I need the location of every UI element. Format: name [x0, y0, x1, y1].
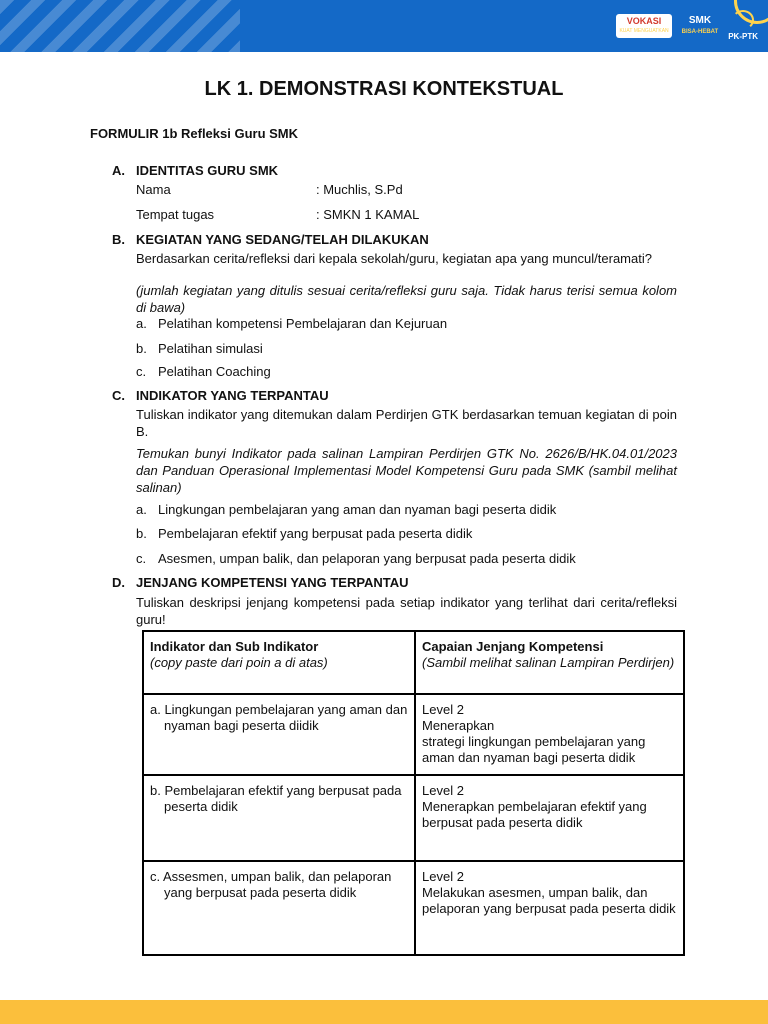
section-c-note: Temukan bunyi Indikator pada salinan Lampiran Perdirjen GTK No. 2626/B/HK.04.01/2023 dan Panduan Operasional Implementasi Model Kompetensi Guru pada SMK (sambil melihat salinan) [136, 446, 677, 495]
list-item: a. Lingkungan pembelajaran yang aman dan nyaman bagi peserta didik [136, 502, 557, 517]
section-a-heading: A. IDENTITAS GURU SMK [112, 163, 279, 178]
name-value: : Muchlis, S.Pd [316, 182, 403, 197]
section-b-prompt: Berdasarkan cerita/refleksi dari kepala sekolah/guru, kegiatan apa yang muncul/teramati? [136, 251, 652, 266]
section-d-heading: D. JENJANG KOMPETENSI YANG TERPANTAU [112, 575, 409, 590]
list-item: a. Pelatihan kompetensi Pembelajaran dan Kejuruan [136, 316, 448, 331]
vokasi-logo: VOKASI KUAT MENGUATKAN [616, 14, 671, 38]
list-item: c. Pelatihan Coaching [136, 364, 271, 379]
list-item: c. Asesmen, umpan balik, dan pelaporan yang berpusat pada peserta didik [136, 551, 576, 566]
indicator-cell: a. Lingkungan pembelajaran yang aman dan nyaman bagi peserta diidik [143, 694, 415, 775]
place-label: Tempat tugas [136, 207, 215, 222]
document-title: LK 1. DEMONSTRASI KONTEKSTUAL [204, 78, 564, 100]
table-header-row [143, 631, 684, 694]
table-row [143, 861, 684, 955]
indicator-cell: c. Assesmen, umpan balik, dan pelaporan yang berpusat pada peserta didik [143, 861, 415, 955]
section-b-heading: B. KEGIATAN YANG SEDANG/TELAH DILAKUKAN [112, 232, 429, 247]
section-d-prompt: Tuliskan deskripsi jenjang kompetensi pada setiap indikator yang terlihat dari cerita/refleksi guru! [136, 595, 677, 627]
header-logos [616, 6, 758, 46]
place-value: : SMKN 1 KAMAL [316, 207, 420, 222]
list-item: b. Pelatihan simulasi [136, 341, 263, 356]
column-header-achievement: Capaian Jenjang Kompetensi (Sambil melihat salinan Lampiran Perdirjen) [415, 631, 684, 694]
competency-table [142, 630, 685, 956]
footer-band [0, 1000, 768, 1024]
achievement-cell: Level 2 Menerapkan pembelajaran efektif yang berpusat pada peserta didik [415, 775, 684, 861]
smk-bisa-hebat-logo: SMK BISA-HEBAT [681, 14, 719, 35]
section-b-note: (jumlah kegiatan yang ditulis sesuai cerita/refleksi guru saja. Tidak harus terisi semua kolom di bawa) [136, 283, 677, 315]
list-item: b. Pembelajaran efektif yang berpusat pada peserta didik [136, 526, 473, 541]
name-label: Nama [136, 182, 171, 197]
header-stripes [0, 0, 240, 52]
indicator-cell: b. Pembelajaran efektif yang berpusat pada peserta didik [143, 775, 415, 861]
achievement-cell: Level 2 Menerapkan strategi lingkungan pembelajaran yang aman dan nyaman bagi peserta didik [415, 694, 684, 775]
section-c-heading: C. INDIKATOR YANG TERPANTAU [112, 388, 329, 403]
section-c-prompt: Tuliskan indikator yang ditemukan dalam Perdirjen GTK berdasarkan temuan kegiatan di poin B. [136, 407, 677, 439]
pk-ptk-swoosh-icon [732, 10, 754, 30]
table-row [143, 775, 684, 861]
column-header-indicator: Indikator dan Sub Indikator (copy paste dari poin a di atas) [143, 631, 415, 694]
pk-ptk-logo: PK-PTK [728, 10, 758, 42]
header-banner [0, 0, 768, 52]
table-row [143, 694, 684, 775]
form-subtitle: FORMULIR 1b Refleksi Guru SMK [90, 126, 299, 141]
achievement-cell: Level 2 Melakukan asesmen, umpan balik, dan pelaporan yang berpusat pada peserta didik [415, 861, 684, 955]
